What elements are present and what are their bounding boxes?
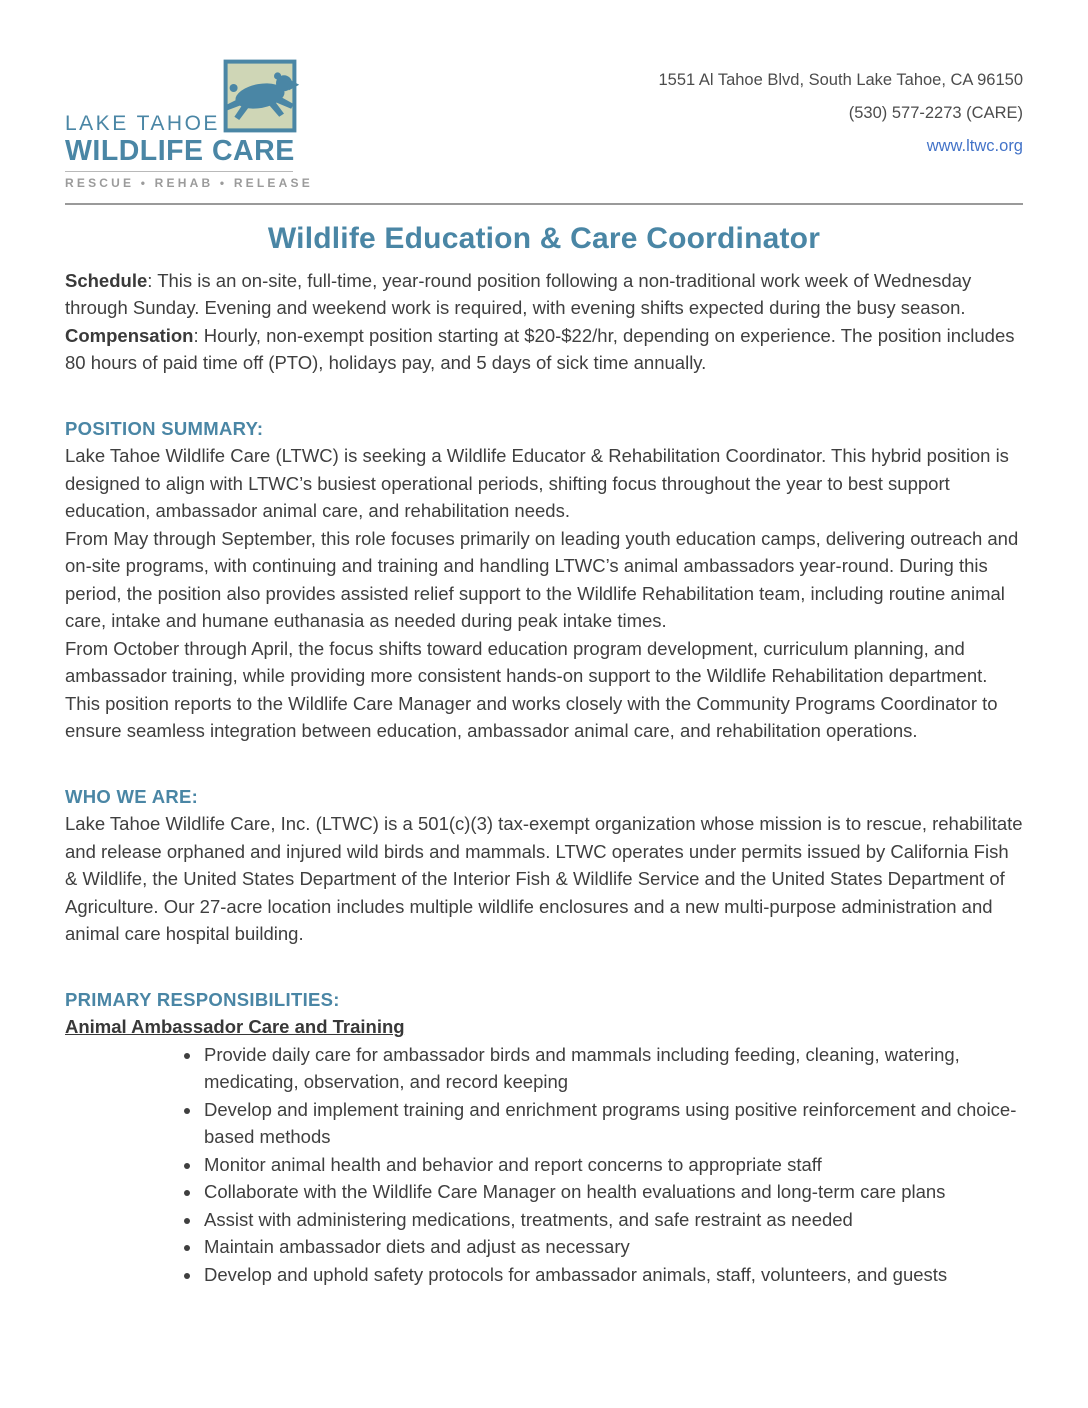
list-item: • Assist with administering medications, treatments, and safe restraint as needed: [202, 1206, 1023, 1234]
schedule-paragraph: [65, 267, 1023, 322]
position-summary-paragraph-2: From May through September, this role focuses primarily on leading youth education camps, delivering outreach and on-site programs, with continuing and training and handling LTWC’s animal ambassadors year-round. During this period, the position also provides assisted relief support to the Wildlife Rehabilitation team, including routine animal care, intake and humane euthanasia as needed during peak intake times.: [65, 527, 1019, 632]
logo-tagline: RESCUE • REHAB • RELEASE: [65, 171, 293, 190]
list-item: • Maintain ambassador diets and adjust as necessary: [202, 1233, 1023, 1261]
bear-icon: [220, 56, 300, 136]
list-item: • Develop and uphold safety protocols for ambassador animals, staff, volunteers, and guests: [202, 1261, 1023, 1289]
logo-line1: LAKE TAHOE: [65, 112, 220, 135]
position-summary-heading: POSITION SUMMARY:: [65, 417, 264, 439]
compensation-paragraph: [65, 322, 1023, 377]
schedule-text: : This is an on-site, full-time, year-round position following a non-traditional work week of Wednesday through Sunday. Evening and weekend work is required, with evening shifts expected during the busy season.: [65, 269, 972, 319]
list-item: • Develop and implement training and enrichment programs using positive reinforcement and choice-based methods: [202, 1096, 1023, 1151]
document-header: [65, 56, 1023, 190]
logo-line2: WILDLIFE CARE: [65, 135, 295, 167]
responsibilities-subheading: Animal Ambassador Care and Training: [65, 1016, 405, 1038]
contact-address: 1551 Al Tahoe Blvd, South Lake Tahoe, CA 96150: [658, 71, 1023, 89]
compensation-text: : Hourly, non-exempt position starting at $20-$22/hr, depending on experience. The position includes 80 hours of paid time off (PTO), holidays pay, and 5 days of sick time annually.: [65, 324, 1015, 374]
position-summary-paragraph-3: From October through April, the focus shifts toward education program development, curriculum planning, and ambassador training, while providing more consistent hands-on support to the Wildlife Rehabilitation department. This position reports to the Wildlife Care Manager and works closely with the Community Programs Coordinator to ensure seamless integration between education, ambassador animal care, and rehabilitation operations.: [65, 637, 998, 742]
contact-block: [658, 56, 1023, 163]
header-divider: [65, 203, 1023, 205]
website-link[interactable]: www.ltwc.org: [926, 137, 1023, 155]
contact-phone: (530) 577-2273 (CARE): [848, 104, 1023, 122]
list-item: • Collaborate with the Wildlife Care Manager on health evaluations and long-term care plans: [202, 1178, 1023, 1206]
list-item: • Provide daily care for ambassador birds and mammals including feeding, cleaning, watering, medicating, observation, and record keeping: [202, 1041, 1023, 1096]
page-title: Wildlife Education & Care Coordinator: [267, 221, 821, 255]
position-summary-paragraph-1: Lake Tahoe Wildlife Care (LTWC) is seeking a Wildlife Educator & Rehabilitation Coordinator. This hybrid position is designed to align with LTWC’s busiest operational periods, shifting focus throughout the year to best support education, ambassador animal care, and rehabilitation needs.: [65, 445, 1009, 522]
who-we-are-heading: WHO WE ARE:: [65, 785, 199, 807]
list-item: • Monitor animal health and behavior and report concerns to appropriate staff: [202, 1151, 1023, 1179]
ltwc-logo: [65, 56, 313, 190]
primary-responsibilities-heading: PRIMARY RESPONSIBILITIES:: [65, 988, 340, 1010]
compensation-label: Compensation: [65, 324, 194, 346]
schedule-label: Schedule: [65, 269, 148, 291]
who-we-are-paragraph: Lake Tahoe Wildlife Care, Inc. (LTWC) is a 501(c)(3) tax-exempt organization whose mission is to rescue, rehabilitate and release orphaned and injured wild birds and mammals. LTWC operates under permits issued by California Fish & Wildlife, the United States Department of the Interior Fish & Wildlife Service and the United States Department of Agriculture. Our 27-acre location includes multiple wildlife enclosures and a new multi-purpose administration and animal care hospital building.: [65, 813, 1023, 945]
responsibilities-list: [65, 1041, 1023, 1289]
